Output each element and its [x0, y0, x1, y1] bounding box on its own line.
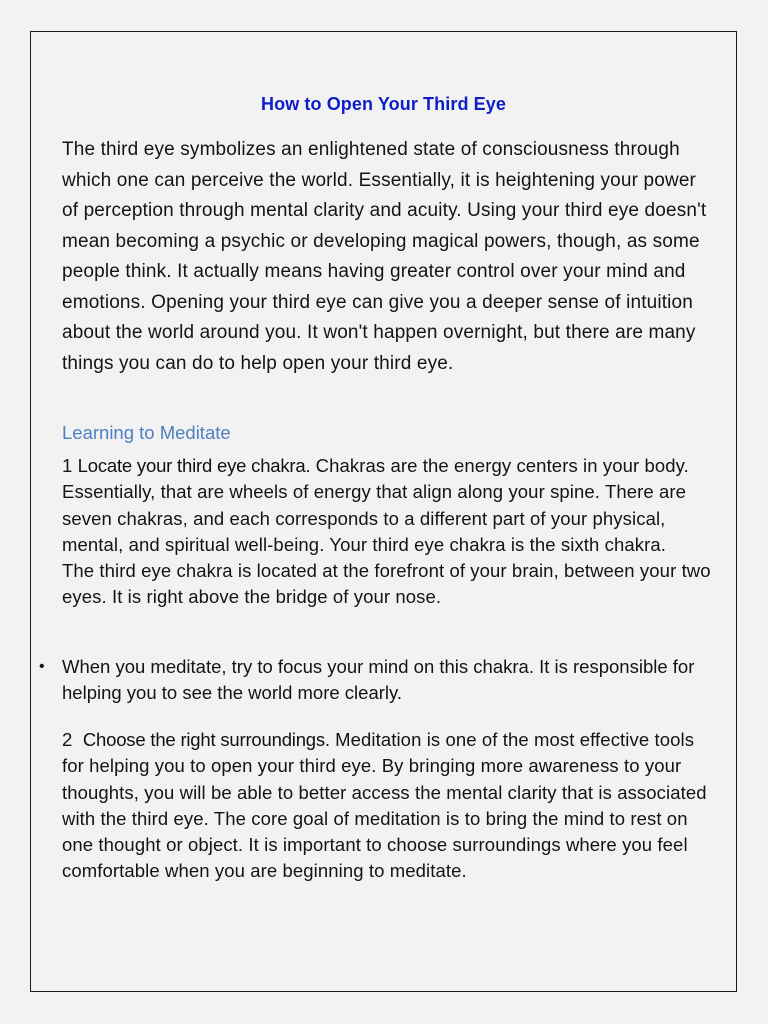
step-2 [62, 727, 712, 885]
step-1-text-2: The third eye chakra is located at the forefront of your brain, between your two eyes. It is right above the bridge of your nose. [62, 560, 711, 608]
intro-paragraph: The third eye symbolizes an enlightened state of consciousness through which one can perceive the world. Essentially, it is heightening your power of perception through mental clarity and acuity. Using your third eye doesn't mean becoming a psychic or developing magical powers, though, as some people think. It actually means having greater control over your mind and emotions. Opening your third eye can give you a deeper sense of intuition about the world around you. It won't happen overnight, but there are many things you can do to help open your third eye. [62, 139, 707, 374]
step-1-text: Chakras are the energy centers in your body. Essentially, that are wheels of energy that align along your spine. There are seven chakras, and each corresponds to a different part of your physical, mental, and spiritual well-being. Your third eye chakra is the sixth chakra. [62, 455, 689, 555]
bullet-item [39, 654, 712, 707]
step-1-number: 1 [62, 455, 73, 476]
step-1 [62, 453, 712, 611]
bullet-marker: • [39, 658, 45, 675]
step-2-lead: Choose the right surroundings. [82, 729, 330, 750]
step-2-text: Meditation is one of the most effective tools for helping you to open your third eye. By bringing more awareness to your thoughts, you will be able to better access the mental clarity that is associated with the third eye. The core goal of meditation is to bring the mind to rest on one thought or object. It is important to choose surroundings where you feel comfortable when you are beginning to meditate. [62, 729, 707, 882]
step-1-lead: Locate your third eye chakra. [77, 455, 311, 476]
step-2-number: 2 [62, 729, 73, 750]
bullet-text: When you meditate, try to focus your mind on this chakra. It is responsible for helping you to see the world more clearly. [62, 656, 695, 704]
document-title: How to Open Your Third Eye [261, 94, 506, 114]
document-page [30, 31, 737, 992]
section-heading: Learning to Meditate [62, 422, 231, 443]
